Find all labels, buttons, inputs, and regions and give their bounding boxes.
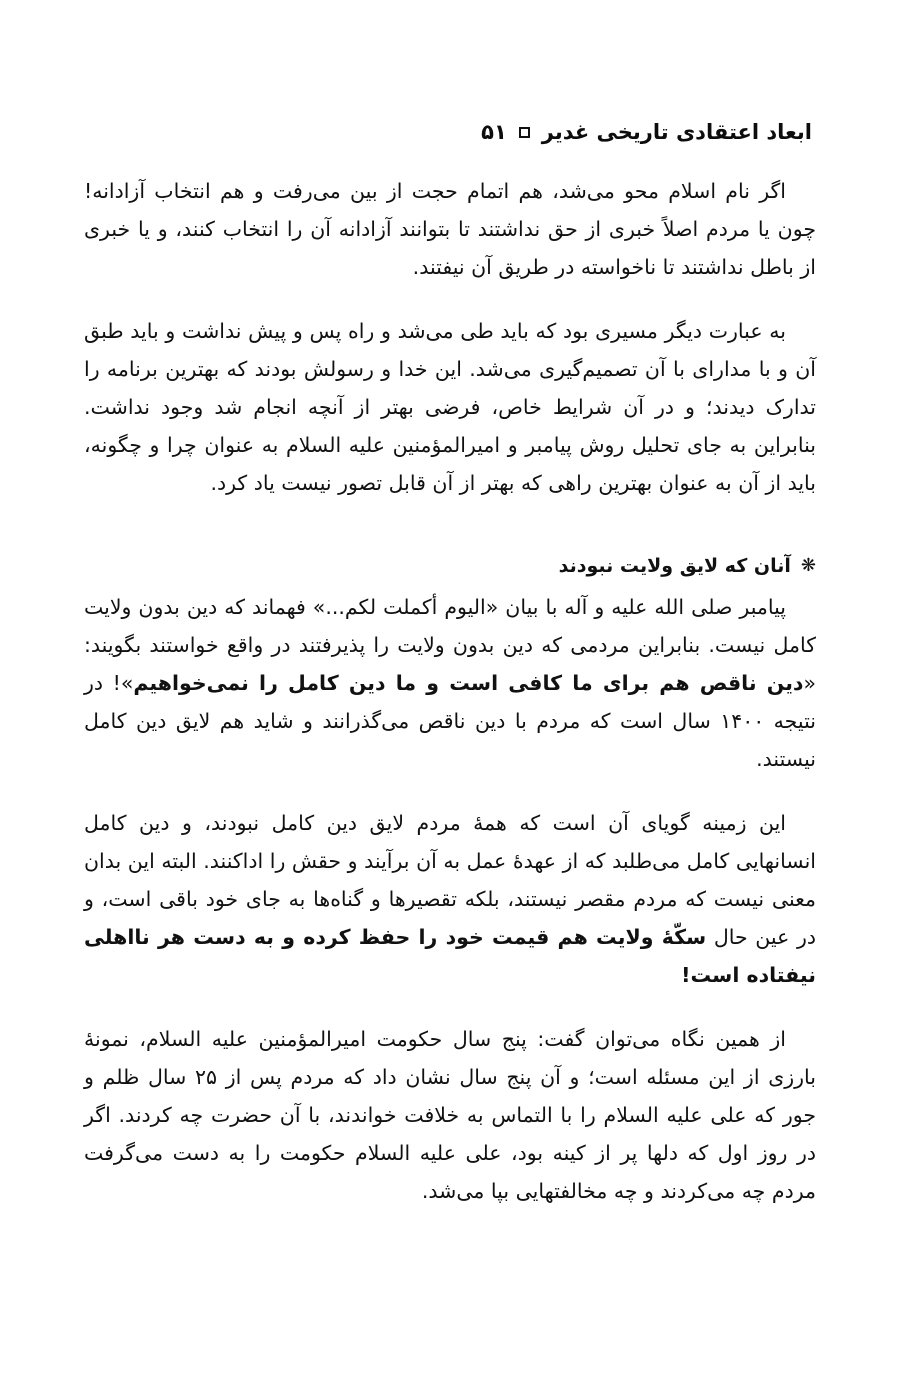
section-heading: [84, 550, 816, 582]
section-paragraph-2: [84, 804, 816, 994]
section-paragraph-1-part2: »! در نتیجه ۱۴۰۰ سال است که مردم با دین ناقص می‌گذرانند و شاید هم لایق دین کامل نیستند.: [84, 671, 816, 771]
section-paragraph-1-part1: پیامبر صلی الله علیه و آله با بیان «الیوم أکملت لکم...» فهماند که دین بدون ولایت کامل نیست. بنابراین مردمی که دین بدون ولایت را پذیرفتند در واقع خواستند بگویند: «: [84, 595, 816, 695]
paragraph-2: به عبارت دیگر مسیری بود که باید طی می‌شد و راه پس و پیش نداشت و باید طبق آن و با مدارای با آن تصمیم‌گیری می‌شد. این خدا و رسولش بودند که بهترین برنامه را تدارک دیدند؛ و در آن شرایط خاص، فرضی بهتر از آنچه انجام شد وجود نداشت. بنابراین به جای تحلیل روش پیامبر و امیرالمؤمنین علیه السلام به عنوان چرا و چگونه، باید از آن به عنوان بهترین راهی که بهتر از آن قابل تصور نیست یاد کرد.: [84, 319, 816, 495]
running-header: [88, 112, 812, 152]
square-separator-icon: [519, 127, 530, 138]
flower-bullet-icon: ❋: [800, 555, 816, 576]
page-body: [84, 172, 816, 1236]
page-number: ۵۱: [481, 120, 507, 144]
section-heading-text: آنان که لایق ولایت نبودند: [558, 555, 791, 577]
section-paragraph-3: از همین نگاه می‌توان گفت: پنج سال حکومت امیرالمؤمنین علیه السلام، نمونهٔ بارزی از این مسئله است؛ و آن پنج سال نشان داد که مردم پس از ۲۵ سال ظلم و جور که علی علیه السلام را با التماس به خلافت خواندند، با آن حضرت چه کردند. اگر در روز اول که دلها پر از کینه بود، علی علیه السلام حکومت را به دست می‌گرفت مردم چه می‌کردند و چه مخالفتهایی بپا می‌شد.: [84, 1027, 816, 1203]
section-paragraph-1-bold: دین ناقص هم برای ما کافی است و ما دین کامل را نمی‌خواهیم: [133, 671, 804, 695]
section-paragraph-1: [84, 588, 816, 778]
paragraph-1: اگر نام اسلام محو می‌شد، هم اتمام حجت از بین می‌رفت و هم انتخاب آزادانه! چون یا مردم اصلاً خبری از حق نداشتند تا بتوانند آزادانه آن را انتخاب کنند، و یا خبری از باطل نداشتند تا ناخواسته در طریق آن نیفتند.: [84, 179, 816, 279]
section-paragraph-2-part1: این زمینه گویای آن است که همهٔ مردم لایق دین کامل نبودند، و دین کامل انسانهایی کامل می‌طلبد که از عهدهٔ عمل به آن برآیند و حقش را اداکنند. البته این بدان معنی نیست که مردم مقصر نیستند، بلکه تقصیرها و گناه‌ها به جای خود باقی است، و در عین حال: [84, 811, 816, 949]
section-paragraph-2-bold: سکّهٔ ولایت هم قیمت خود را حفظ کرده و به دست هر نااهلی نیفتاده است!: [84, 925, 816, 987]
running-title: ابعاد اعتقادی تاریخی غدیر: [541, 120, 812, 144]
